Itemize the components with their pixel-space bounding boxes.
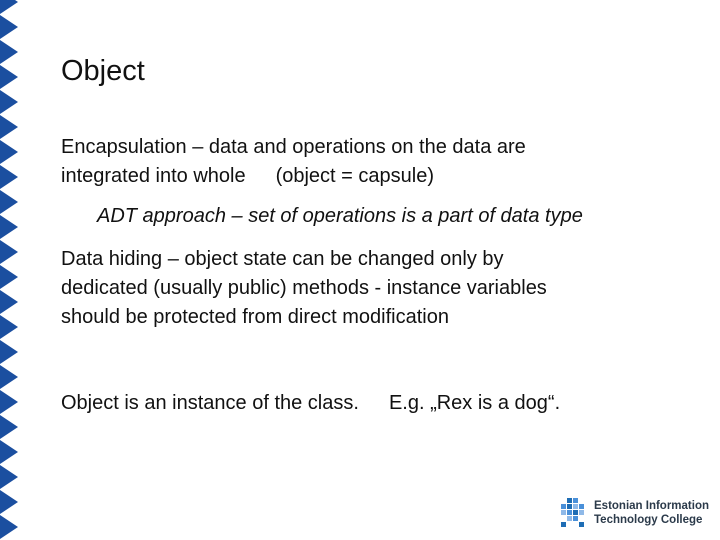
- encapsulation-paragraph: [61, 133, 526, 191]
- edge-triangle: [0, 440, 18, 464]
- data-hiding-line-2: dedicated (usually public) methods - instance variables: [61, 277, 547, 299]
- logo-mark-square: [567, 510, 572, 515]
- edge-triangle: [0, 115, 18, 139]
- logo-mark-square: [567, 516, 572, 521]
- edge-triangle: [0, 190, 18, 214]
- edge-triangle: [0, 340, 18, 364]
- slide-title: Object: [61, 55, 145, 87]
- logo-mark-square: [579, 504, 584, 509]
- data-hiding-line-1: Data hiding – object state can be changed only by: [61, 248, 504, 270]
- logo-mark-square: [567, 498, 572, 503]
- edge-triangle: [0, 65, 18, 89]
- edge-triangle: [0, 415, 18, 439]
- logo-mark-square: [561, 510, 566, 515]
- encapsulation-line-2: [61, 162, 526, 191]
- edge-triangle: [0, 40, 18, 64]
- college-logo-line-2: Technology College: [594, 514, 703, 526]
- logo-mark-square: [573, 510, 578, 515]
- edge-triangle: [0, 515, 18, 539]
- edge-triangle: [0, 0, 18, 14]
- logo-mark-square: [567, 504, 572, 509]
- edge-triangle: [0, 490, 18, 514]
- college-logo: [559, 496, 709, 530]
- edge-triangle: [0, 390, 18, 414]
- data-hiding-paragraph: [61, 245, 547, 332]
- adt-paragraph: ADT approach – set of operations is a part of data type: [97, 205, 583, 227]
- edge-triangle: [0, 215, 18, 239]
- logo-mark-square: [573, 504, 578, 509]
- college-logo-text: [594, 499, 709, 527]
- left-edge-decoration: [0, 0, 20, 540]
- logo-mark-square: [573, 516, 578, 521]
- edge-triangle: [0, 290, 18, 314]
- edge-triangle: [0, 140, 18, 164]
- edge-triangle: [0, 365, 18, 389]
- edge-triangle: [0, 15, 18, 39]
- college-logo-line-1: Estonian Information: [594, 500, 709, 512]
- logo-mark-square: [579, 510, 584, 515]
- encapsulation-line-2b: (object = capsule): [275, 165, 434, 187]
- edge-triangle: [0, 315, 18, 339]
- edge-triangle: [0, 165, 18, 189]
- edge-triangle: [0, 240, 18, 264]
- college-logo-mark-icon: [559, 496, 587, 530]
- edge-triangle: [0, 465, 18, 489]
- logo-mark-square: [579, 522, 584, 527]
- logo-mark-square: [561, 522, 566, 527]
- edge-triangle: [0, 265, 18, 289]
- instance-example: E.g. „Rex is a dog“.: [388, 392, 561, 414]
- edge-triangle: [0, 90, 18, 114]
- data-hiding-line-3: should be protected from direct modification: [61, 306, 449, 328]
- logo-mark-square: [573, 498, 578, 503]
- encapsulation-line-2a: integrated into whole: [61, 165, 246, 187]
- encapsulation-line-1: Encapsulation – data and operations on the data are: [61, 136, 526, 158]
- instance-statement: Object is an instance of the class.: [61, 392, 359, 414]
- instance-paragraph: [61, 389, 560, 418]
- logo-mark-square: [561, 504, 566, 509]
